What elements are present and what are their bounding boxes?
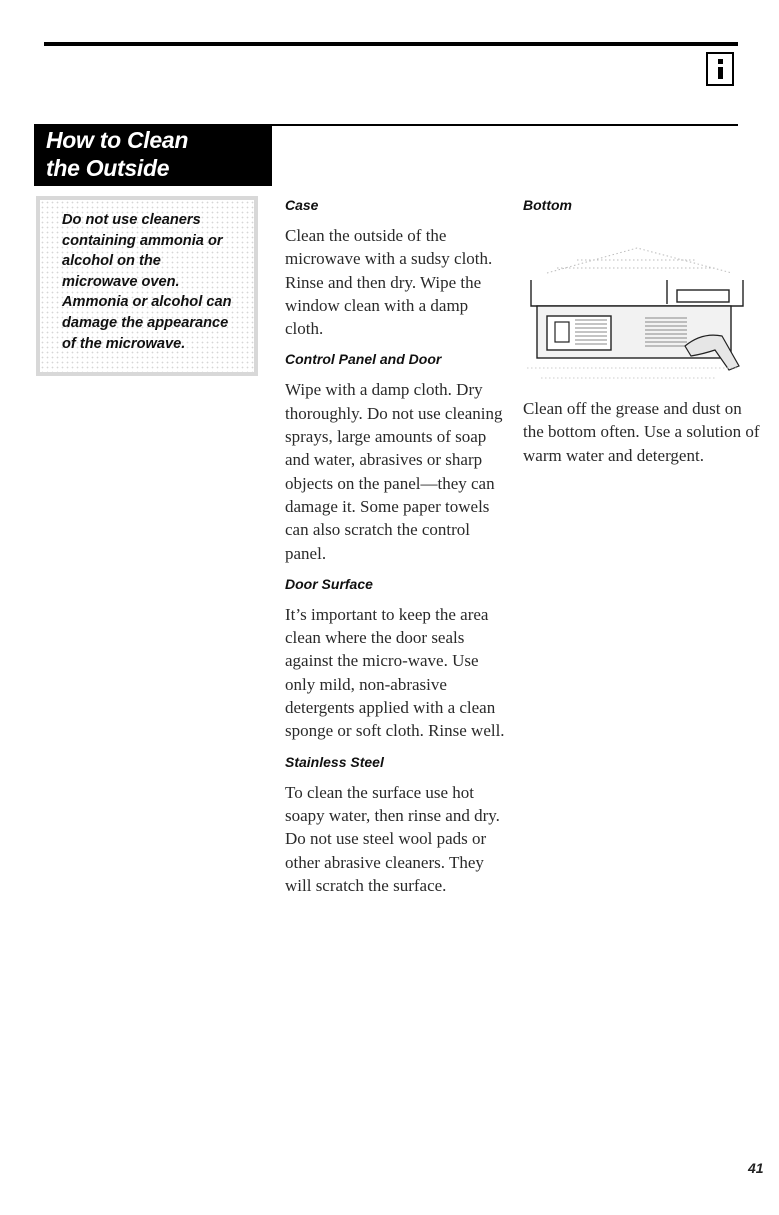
case-text: Clean the outside of the microwave with a sudsy cloth. Rinse and then dry. Wipe the window clean with a damp cloth.: [285, 226, 493, 339]
control-panel-text: Wipe with a damp cloth. Dry thoroughly. Do not use cleaning sprays, large amounts of soap and water, abrasives or sharp objects on the panel—they can damage it. Some paper towels can also scratch the control panel.: [285, 380, 503, 563]
stainless-text: To clean the surface use hot soapy water, then rinse and dry. Do not use steel wool pads or other abrasive cleaners. They will scratch the surface.: [285, 782, 500, 895]
info-icon: [706, 52, 734, 86]
top-rule: [44, 42, 738, 46]
bottom-text: Clean off the grease and dust on the bottom often. Use a solution of warm water and detergent.: [523, 399, 760, 465]
warning-line: alcohol on the: [62, 253, 161, 270]
stainless-heading: Stainless Steel: [285, 753, 384, 770]
section-title: [34, 124, 272, 186]
door-surface-text: It’s important to keep the area clean where the door seals against the micro-wave. Use only mild, non-abrasive detergents applied with a clean sponge or soft cloth. Rinse well.: [285, 604, 505, 741]
section-rule: [270, 124, 738, 126]
control-panel-heading: Control Panel and Door: [285, 351, 442, 368]
warning-box: [36, 196, 258, 376]
warning-line: microwave oven.: [62, 273, 180, 290]
cleaning-column-bottom: [523, 196, 763, 477]
warning-line: Ammonia or alcohol can: [62, 294, 232, 311]
warning-line: of the microwave.: [62, 335, 186, 352]
warning-line: Do not use cleaners: [62, 212, 201, 228]
warning-line: damage the appearance: [62, 314, 229, 331]
cleaning-column-main: [285, 196, 505, 907]
case-heading: Case: [285, 197, 319, 213]
section-title-line-2: the Outside: [46, 155, 170, 181]
section-title-line-1: How to Clean: [46, 127, 189, 153]
bottom-heading: Bottom: [523, 197, 572, 213]
door-surface-heading: Door Surface: [285, 575, 373, 592]
warning-line: containing ammonia or: [62, 232, 223, 249]
page-number: 41: [748, 1160, 764, 1176]
microwave-bottom-illustration: [517, 238, 747, 388]
